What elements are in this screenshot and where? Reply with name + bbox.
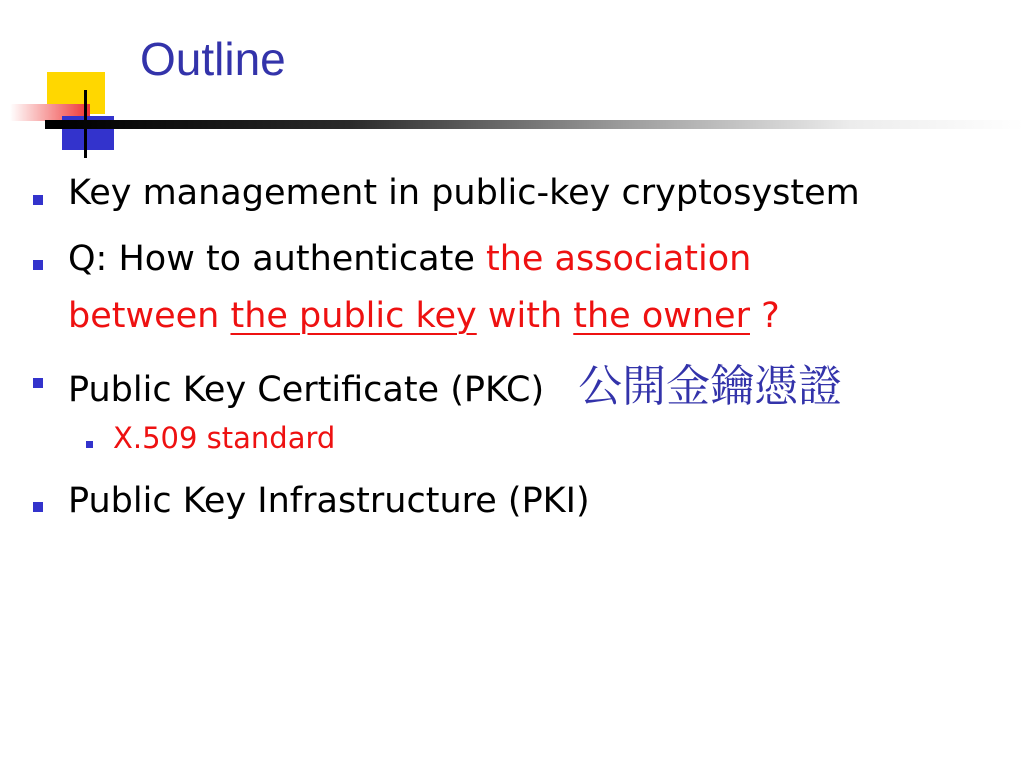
bullet-item-question: [68, 230, 780, 346]
sub-bullet-text: X.509 standard: [113, 421, 336, 455]
bullet-item-pkc: [68, 350, 842, 420]
bullet-text-line2: [68, 287, 780, 346]
bullet-text-line1: [68, 230, 751, 289]
slide-title: Outline: [140, 33, 286, 85]
between-text: between: [68, 296, 231, 336]
bullet-marker: [33, 378, 43, 388]
question-text: Q: How to authenticate: [68, 239, 486, 279]
bullet-item-key-management: [68, 164, 860, 223]
owner-text: the owner: [573, 296, 750, 336]
pkc-text: Public Key Certificate (PKC): [68, 370, 545, 410]
bullet-marker: [33, 260, 43, 270]
sub-bullet-marker: [86, 441, 93, 448]
public-key-text: the public key: [230, 296, 477, 336]
bullet-text: Key management in public-key cryptosystem: [68, 173, 860, 213]
bullet-marker: [33, 195, 43, 205]
bullet-item-pki: [68, 472, 590, 531]
with-text: with: [476, 296, 574, 336]
bullet-text: Public Key Infrastructure (PKI): [68, 481, 590, 521]
sub-bullet-item-x509: [113, 418, 335, 458]
pkc-chinese-text: 公開金鑰憑證: [578, 361, 843, 412]
bullet-marker: [33, 502, 43, 512]
question-mark-text: ?: [749, 296, 780, 336]
association-text: the association: [485, 239, 752, 279]
